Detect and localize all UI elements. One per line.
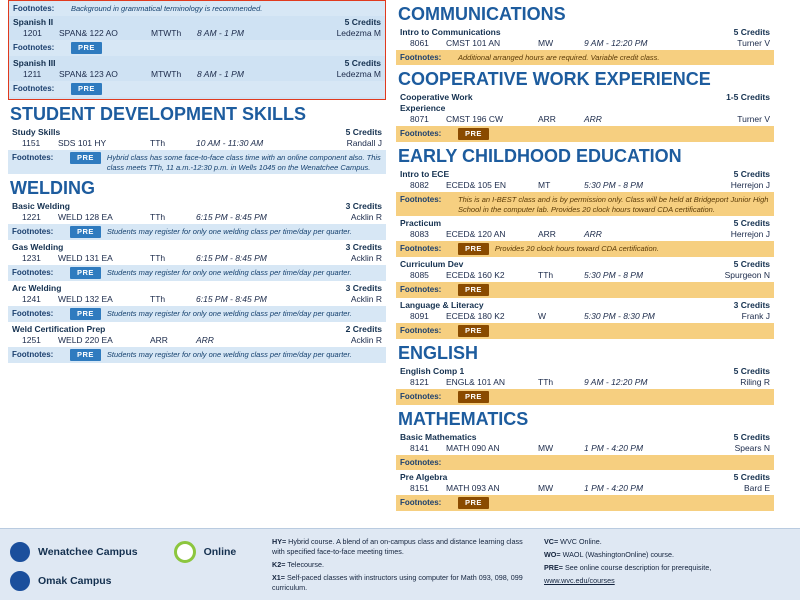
course-title: Study Skills [12, 127, 61, 137]
department-title: COOPERATIVE WORK EXPERIENCE [398, 69, 711, 89]
course-instructor: Turner V [737, 38, 770, 48]
course-code: MATH 093 AN [446, 483, 500, 493]
course-title: Curriculum Dev [400, 259, 464, 269]
department-section [8, 178, 386, 363]
course-detail-row [396, 311, 774, 323]
footnote-label: Footnotes: [12, 268, 54, 277]
course-credits: 5 Credits [733, 27, 770, 37]
course-header [396, 26, 774, 38]
course-time: 5:30 PM - 8 PM [584, 270, 644, 280]
course-time: ARR [584, 229, 602, 239]
course-instructor: Randall J [346, 138, 382, 148]
item-number: 1201 [23, 28, 42, 38]
course-header [8, 282, 386, 294]
legend-entry [544, 537, 790, 547]
course-time: ARR [196, 335, 214, 345]
pre-tag[interactable]: PRE [458, 243, 489, 255]
course-block [396, 471, 774, 511]
footnote-row [396, 495, 774, 511]
item-number: 8071 [410, 114, 429, 124]
footnote-text: Background in grammatical terminology is recommended. [71, 4, 263, 13]
course-code: SDS 101 HY [58, 138, 107, 148]
course-block [396, 26, 774, 65]
course-block [8, 126, 386, 174]
course-instructor: Ledezma M [336, 69, 381, 79]
footnote-label: Footnotes: [12, 350, 54, 359]
course-detail-row [396, 38, 774, 50]
item-number: 8141 [410, 443, 429, 453]
course-code: WELD 128 EA [58, 212, 113, 222]
right-column [396, 0, 774, 528]
legend-text: WVC Online. [558, 537, 602, 546]
footnote-label: Footnotes: [13, 4, 55, 13]
courses-url-link[interactable]: www.wvc.edu/courses [544, 576, 615, 585]
course-title: Gas Welding [12, 242, 64, 252]
legend-key: HY= [272, 537, 287, 546]
footnote-text: This is an I-BEST class and is by permission only. Class will be held at Bridgeport Junior High School in the computer lab. Provides 20 clock hours toward CDA certification. [458, 195, 769, 214]
course-header [396, 217, 774, 229]
course-days: MT [538, 180, 551, 190]
footnote-label: Footnotes: [400, 498, 442, 507]
course-credits: 3 Credits [733, 300, 770, 310]
course-block [8, 282, 386, 322]
course-days: ARR [150, 335, 168, 345]
legend-text: Telecourse. [285, 560, 325, 569]
course-credits: 3 Credits [345, 201, 382, 211]
course-instructor: Herrejon J [730, 229, 770, 239]
footnote-row [396, 455, 774, 470]
course-title: Weld Certification Prep [12, 324, 106, 334]
footnote-label: Footnotes: [12, 153, 54, 162]
course-days: MTWTh [151, 28, 182, 38]
footnote-text: Hybrid class has some face-to-face class time with an online component also. This class meets TTh, 11 a.m.-12:30 p.m. in Wells 1045 on the Wenatchee Campus. [106, 153, 381, 172]
course-title: Language & Literacy [400, 300, 484, 310]
course-header [8, 126, 386, 138]
course-header [8, 241, 386, 253]
legend-text: See online course description for prerequisite, [562, 563, 712, 572]
course-block [396, 431, 774, 470]
course-detail-row [396, 229, 774, 241]
course-code: ENGL& 101 AN [446, 377, 506, 387]
footnote-label: Footnotes: [12, 309, 54, 318]
department-title: WELDING [10, 178, 95, 198]
course-code: WELD 132 EA [58, 294, 113, 304]
legend-text: WAOL (WashingtonOnline) course. [560, 550, 675, 559]
course-code: ECED& 120 AN [446, 229, 506, 239]
footnote-label: Footnotes: [400, 285, 442, 294]
course-credits: 3 Credits [345, 283, 382, 293]
item-number: 8151 [410, 483, 429, 493]
footnote-label: Footnotes: [400, 53, 442, 62]
course-days: MW [538, 443, 554, 453]
legend-key: WO= [544, 550, 561, 559]
course-detail-row [396, 483, 774, 495]
course-instructor: Acklin R [350, 212, 382, 222]
course-credits: 5 Credits [733, 259, 770, 269]
course-detail-row [8, 294, 386, 306]
legend-key: K2= [272, 560, 286, 569]
department-title: MATHEMATICS [398, 409, 529, 429]
department-section [8, 104, 386, 174]
highlighted-spanish-block [8, 0, 386, 100]
course-block [9, 16, 385, 56]
course-credits: 5 Credits [733, 366, 770, 376]
legend-entry [272, 573, 532, 593]
footnote-text: Students may register for only one welding class per time/day per quarter. [106, 268, 352, 277]
department-title: COMMUNICATIONS [398, 4, 566, 24]
course-title: Practicum [400, 218, 442, 228]
course-code: ECED& 160 K2 [446, 270, 505, 280]
footnote-text: Students may register for only one welding class per time/day per quarter. [106, 309, 352, 318]
footnote-label: Footnotes: [13, 84, 55, 93]
course-code: ECED& 180 K2 [446, 311, 505, 321]
campus-label: Online [203, 546, 237, 558]
pre-tag[interactable]: PRE [458, 284, 489, 296]
course-instructor: Bard E [744, 483, 770, 493]
legend-entry [272, 560, 532, 570]
pre-tag[interactable]: PRE [70, 267, 101, 279]
course-title: Spanish II [13, 17, 54, 27]
course-header [396, 365, 774, 377]
course-header [396, 91, 774, 114]
pre-tag[interactable]: PRE [458, 325, 489, 337]
department-section [396, 4, 774, 65]
legend-entry [544, 563, 790, 573]
course-code: WELD 131 EA [58, 253, 113, 263]
course-title: Basic Mathematics [400, 432, 477, 442]
course-code: CMST 196 CW [446, 114, 503, 124]
course-title: Intro to ECE [400, 169, 450, 179]
course-time: 5:30 PM - 8 PM [584, 180, 644, 190]
item-number: 1221 [22, 212, 41, 222]
course-time: 6:15 PM - 8:45 PM [196, 212, 267, 222]
course-instructor: Spears N [734, 443, 770, 453]
course-time: 1 PM - 4:20 PM [584, 443, 644, 453]
course-credits: 3 Credits [345, 242, 382, 252]
item-number: 8091 [410, 311, 429, 321]
footnote-label: Footnotes: [12, 227, 54, 236]
course-block [396, 258, 774, 298]
footnote-label: Footnotes: [13, 43, 55, 52]
course-code: CMST 101 AN [446, 38, 501, 48]
department-section [396, 409, 774, 511]
footnote-text: Students may register for only one welding class per time/day per quarter. [106, 350, 352, 359]
course-title: Intro to Communications [400, 27, 501, 37]
campus-legend [10, 537, 260, 599]
campus-legend-row [10, 571, 260, 591]
course-credits: 5 Credits [345, 127, 382, 137]
course-time: 6:15 PM - 8:45 PM [196, 294, 267, 304]
course-header [396, 258, 774, 270]
footnote-row [396, 50, 774, 65]
item-number: 8121 [410, 377, 429, 387]
footnote-label: Footnotes: [400, 195, 442, 204]
course-block [8, 200, 386, 240]
course-detail-row [9, 69, 385, 81]
course-block [396, 365, 774, 405]
course-title: Arc Welding [12, 283, 62, 293]
footnote-row [396, 323, 774, 339]
footnote-row [9, 81, 385, 97]
item-number: 1241 [22, 294, 41, 304]
course-header [8, 200, 386, 212]
course-instructor: Spurgeon N [724, 270, 770, 280]
legend-right-column [544, 537, 790, 589]
footnote-row [396, 192, 774, 216]
course-days: TTh [538, 270, 554, 280]
legend-entry-link[interactable] [544, 576, 790, 586]
course-block [8, 323, 386, 363]
footnote-label: Footnotes: [400, 244, 442, 253]
course-instructor: Herrejon J [730, 180, 770, 190]
course-instructor: Ledezma M [336, 28, 381, 38]
legend-key: VC= [544, 537, 559, 546]
item-number: 8083 [410, 229, 429, 239]
course-days: TTh [150, 294, 166, 304]
left-column [8, 0, 386, 528]
course-instructor: Acklin R [350, 335, 382, 345]
legend-footer [0, 528, 800, 600]
department-section [396, 146, 774, 339]
course-days: W [538, 311, 547, 321]
item-number: 8082 [410, 180, 429, 190]
course-detail-row [396, 270, 774, 282]
footnote-label: Footnotes: [400, 458, 442, 467]
course-days: TTh [150, 138, 166, 148]
course-time: 5:30 PM - 8:30 PM [584, 311, 655, 321]
course-time: 9 AM - 12:20 PM [584, 38, 648, 48]
course-instructor: Frank J [741, 311, 770, 321]
item-number: 1211 [23, 69, 42, 79]
course-days: MW [538, 483, 554, 493]
footnote-row [9, 40, 385, 56]
course-code: MATH 090 AN [446, 443, 500, 453]
course-code: SPAN& 122 AO [59, 28, 118, 38]
course-header [8, 323, 386, 335]
legend-key: X1= [272, 573, 285, 582]
course-code: ECED& 105 EN [446, 180, 506, 190]
footnote-row [8, 224, 386, 240]
course-time: 1 PM - 4:20 PM [584, 483, 644, 493]
course-header [9, 16, 385, 28]
footnote-text: Additional arranged hours are required. Variable credit class. [458, 53, 660, 62]
course-detail-row [396, 377, 774, 389]
footnote-label: Footnotes: [400, 326, 442, 335]
department-section [396, 69, 774, 142]
course-time: 8 AM - 1 PM [197, 28, 244, 38]
course-block [8, 241, 386, 281]
course-header [9, 57, 385, 69]
item-number: 1251 [22, 335, 41, 345]
pre-tag[interactable]: PRE [70, 152, 101, 164]
course-detail-row [396, 180, 774, 192]
department-section [396, 343, 774, 405]
pre-tag[interactable]: PRE [70, 308, 101, 320]
footnote-row [9, 1, 385, 16]
course-instructor: Acklin R [350, 253, 382, 263]
course-days: TTh [150, 253, 166, 263]
footnote-label: Footnotes: [400, 129, 442, 138]
department-title: EARLY CHILDHOOD EDUCATION [398, 146, 682, 166]
course-credits: 5 Credits [344, 58, 381, 68]
course-days: ARR [538, 229, 556, 239]
course-detail-row [396, 443, 774, 455]
item-number: 1151 [22, 138, 41, 148]
pre-tag[interactable]: PRE [71, 83, 102, 95]
course-title: Pre Algebra [400, 472, 448, 482]
course-credits: 5 Credits [733, 432, 770, 442]
course-title: Spanish III [13, 58, 56, 68]
course-block [396, 217, 774, 257]
campus-label: Omak Campus [38, 575, 112, 587]
course-time: 10 AM - 11:30 AM [196, 138, 264, 148]
course-title: English Comp 1 [400, 366, 465, 376]
pre-tag[interactable]: PRE [70, 226, 101, 238]
footnote-row [396, 241, 774, 257]
legend-key: PRE= [544, 563, 563, 572]
online-dot-icon [174, 541, 196, 563]
pre-tag[interactable]: PRE [458, 391, 489, 403]
footnote-row [8, 150, 386, 174]
course-days: MW [538, 38, 554, 48]
course-time: 9 AM - 12:20 PM [584, 377, 648, 387]
course-credits: 5 Credits [733, 472, 770, 482]
course-detail-row [8, 212, 386, 224]
wenatchee-campus-dot-icon [10, 542, 30, 562]
course-time: 6:15 PM - 8:45 PM [196, 253, 267, 263]
pre-tag[interactable]: PRE [458, 128, 489, 140]
course-instructor: Acklin R [350, 294, 382, 304]
course-credits: 5 Credits [733, 218, 770, 228]
course-block [396, 91, 774, 142]
item-number: 8085 [410, 270, 429, 280]
footnote-text: Provides 20 clock hours toward CDA certification. [494, 244, 659, 253]
course-detail-row [8, 253, 386, 265]
course-block [396, 299, 774, 339]
course-header [396, 168, 774, 180]
item-number: 1231 [22, 253, 41, 263]
footnote-row [8, 347, 386, 363]
course-credits: 2 Credits [345, 324, 382, 334]
course-detail-row [9, 28, 385, 40]
course-time: 8 AM - 1 PM [197, 69, 244, 79]
course-credits: 5 Credits [733, 169, 770, 179]
course-code: WELD 220 EA [58, 335, 113, 345]
course-instructor: Riling R [740, 377, 770, 387]
department-title: ENGLISH [398, 343, 479, 363]
course-title: Basic Welding [12, 201, 70, 211]
department-title: STUDENT DEVELOPMENT SKILLS [10, 104, 307, 124]
course-time: ARR [584, 114, 602, 124]
footnote-label: Footnotes: [400, 392, 442, 401]
course-days: ARR [538, 114, 556, 124]
legend-text: Hybrid course. A blend of an on-campus class and distance learning class with specified face-to-face meeting times. [272, 537, 523, 556]
footnote-text: Students may register for only one welding class per time/day per quarter. [106, 227, 352, 236]
course-credits: 5 Credits [344, 17, 381, 27]
course-days: TTh [538, 377, 554, 387]
course-days: TTh [150, 212, 166, 222]
pre-tag[interactable]: PRE [458, 497, 489, 509]
campus-legend-row [10, 541, 260, 563]
course-header [396, 299, 774, 311]
course-code: SPAN& 123 AO [59, 69, 118, 79]
item-number: 8061 [410, 38, 429, 48]
legend-entry [544, 550, 790, 560]
legend-text: Self-paced classes with instructors using computer for Math 093, 098, 099 curriculum. [272, 573, 523, 592]
campus-label: Wenatchee Campus [38, 546, 138, 558]
footnote-row [8, 306, 386, 322]
omak-campus-dot-icon [10, 571, 30, 591]
course-header [396, 431, 774, 443]
legend-middle-column [272, 537, 532, 596]
course-block [396, 168, 774, 216]
course-instructor: Turner V [737, 114, 770, 124]
course-detail-row [396, 114, 774, 126]
course-days: MTWTh [151, 69, 182, 79]
course-detail-row [8, 138, 386, 150]
course-detail-row [8, 335, 386, 347]
footnote-row [396, 282, 774, 298]
course-header [396, 471, 774, 483]
pre-tag[interactable]: PRE [70, 349, 101, 361]
footnote-row [8, 265, 386, 281]
legend-entry [272, 537, 532, 557]
pre-tag[interactable]: PRE [71, 42, 102, 54]
course-title: Cooperative Work Experience [400, 92, 473, 113]
footnote-row [396, 126, 774, 142]
course-credits: 1-5 Credits [726, 92, 770, 102]
course-block [9, 57, 385, 97]
footnote-row [396, 389, 774, 405]
